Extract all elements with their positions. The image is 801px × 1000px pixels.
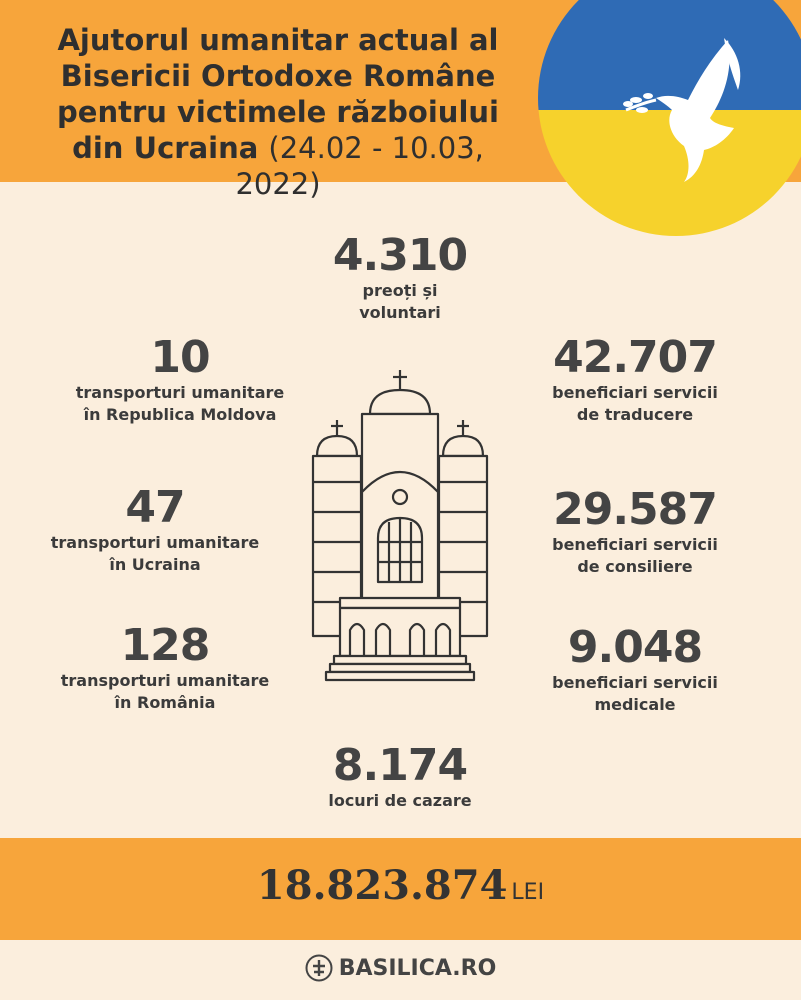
brand-footer bbox=[0, 950, 801, 986]
stat-preoti bbox=[300, 232, 500, 324]
stat-consiliere bbox=[510, 486, 760, 578]
date-range: (24.02 - 10.03, 2022) bbox=[235, 131, 484, 201]
stat-traducere bbox=[510, 334, 760, 426]
stat-label: voluntari bbox=[359, 303, 441, 322]
stat-value: 4.310 bbox=[332, 230, 468, 281]
stat-label: de traducere bbox=[576, 405, 694, 424]
stat-moldova bbox=[50, 334, 310, 426]
dove-icon bbox=[538, 0, 801, 236]
total-currency: LEI bbox=[511, 880, 545, 905]
stat-label: în Ucraina bbox=[109, 555, 201, 574]
stat-label: transporturi umanitare bbox=[75, 383, 285, 402]
stat-label: de consiliere bbox=[577, 557, 693, 576]
stat-label: transporturi umanitare bbox=[50, 533, 260, 552]
stat-value: 47 bbox=[125, 482, 185, 533]
stat-medicale bbox=[510, 624, 760, 716]
total-value: 18.823.874 bbox=[256, 862, 508, 909]
stat-value: 29.587 bbox=[553, 484, 717, 535]
stat-label: locuri de cazare bbox=[328, 791, 472, 810]
stat-value: 9.048 bbox=[567, 622, 703, 673]
stat-label: beneficiari servicii bbox=[552, 673, 718, 692]
stat-label: beneficiari servicii bbox=[552, 383, 718, 402]
ukraine-flag-circle bbox=[538, 0, 801, 236]
stat-romania bbox=[40, 622, 290, 714]
total-amount bbox=[0, 862, 801, 909]
stat-label: transporturi umanitare bbox=[60, 671, 270, 690]
title-text: Ajutorul umanitar actual al Bisericii Ortodoxe Române pentru victimele războiului din Ucraina bbox=[57, 23, 499, 165]
church-icon bbox=[300, 362, 500, 692]
stat-value: 42.707 bbox=[553, 332, 717, 383]
brand-name: BASILICA.RO bbox=[338, 955, 497, 981]
stat-label: în România bbox=[114, 693, 216, 712]
stat-ucraina bbox=[30, 484, 280, 576]
stat-label: beneficiari servicii bbox=[552, 535, 718, 554]
stat-cazare bbox=[290, 742, 510, 812]
stat-value: 8.174 bbox=[332, 740, 468, 791]
stat-label: în Republica Moldova bbox=[83, 405, 277, 424]
basilica-logo-icon bbox=[305, 954, 333, 982]
stat-value: 128 bbox=[120, 620, 210, 671]
stat-label: medicale bbox=[594, 695, 676, 714]
stat-value: 10 bbox=[150, 332, 210, 383]
stat-label: preoți și bbox=[362, 281, 438, 300]
page-title bbox=[28, 22, 528, 202]
